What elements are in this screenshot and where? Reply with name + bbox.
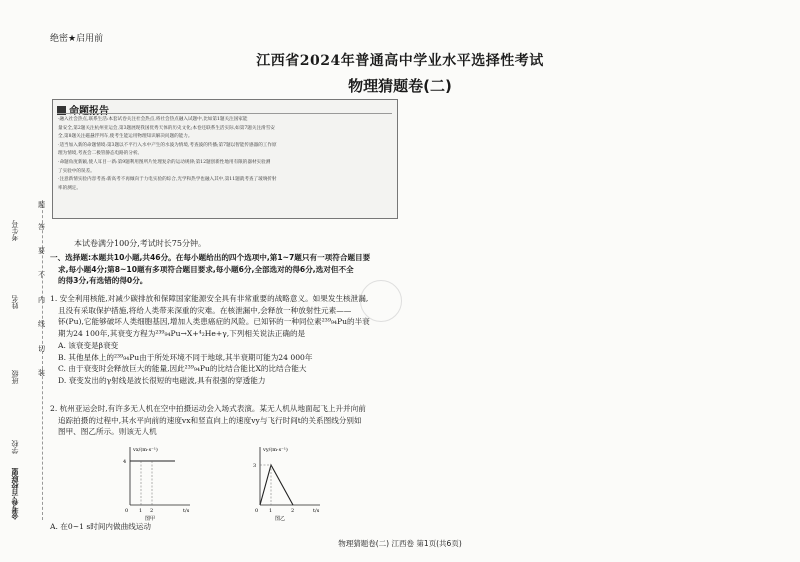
- seal-char: 内: [38, 296, 45, 304]
- report-line: 了实验中的误差。: [58, 168, 95, 174]
- q1-line: 钚(Pu),它能够破坏人类细胞基因,增加人类患癌症的风险。已知钚的一种同位素²³⁹₉₄Pu的半衰: [58, 317, 370, 327]
- report-line: ·适当加入新的命题情境:第3题以不平行入水中产生的水波为情境,考查波的传播;第7题以智能传感器的工作原: [58, 142, 277, 148]
- origin-label: 0: [125, 508, 129, 514]
- seal-char: 答: [38, 223, 45, 231]
- series-line: [260, 465, 293, 505]
- figure-yi: [245, 443, 325, 521]
- report-box: [52, 99, 398, 219]
- y-tick-label: 3: [253, 463, 257, 469]
- question-1: [50, 293, 398, 387]
- report-line: ·融入社会热点,联系生活:本套试卷关注社会热点,将社会热点融入试题中,比如第1题关注国家能: [58, 117, 248, 122]
- question-2: [50, 403, 398, 438]
- label-school: 学校: [11, 440, 19, 454]
- label-brand: 金考卷·百校联盟: [11, 468, 19, 520]
- q1-line: 期为24 100年,其衰变方程为²³⁹₉₄Pu→X+⁴₂He+γ,下列相关说法正确的是: [58, 329, 306, 339]
- binding-strip: [8, 200, 56, 530]
- label-name: 姓名: [11, 295, 19, 309]
- report-line: ·命题角度新颖,使人耳目一新:第9题利用图所片处理复杂的运动规律;第12题创新性地用有限的器材实验测: [58, 159, 271, 165]
- section-line: 一、选择题:本题共10小题,共46分。在每小题给出的四个选项中,第1~7题只有一项符合题目要: [50, 253, 371, 262]
- report-line: 理为情境,考查会二极管静态电路的分析。: [58, 151, 143, 157]
- y-axis-label: vx/(m·s⁻¹): [133, 447, 158, 453]
- x-tick-label: 1: [139, 508, 143, 514]
- seal-char: 装: [38, 369, 45, 377]
- figure-caption: 图甲: [145, 516, 156, 521]
- y-tick-label: 4: [123, 459, 127, 465]
- report-divider: [57, 113, 392, 114]
- exam-intro: 本试卷满分100分,考试时长75分钟。: [74, 239, 206, 248]
- q1-line: 1. 安全利用核能,对减少碳排放和保障国家能源安全具有非常重要的战略意义。如果发生核泄漏,: [50, 294, 369, 303]
- seal-char: 线: [38, 320, 45, 328]
- report-heading: [57, 102, 109, 117]
- y-axis-label: vy/(m·s⁻¹): [263, 447, 288, 453]
- q1-option: D. 衰变发出的γ射线是波长很短的电磁波,具有很强的穿透能力: [58, 375, 266, 385]
- report-line: 率的测定。: [58, 185, 81, 191]
- x-tick-label: 2: [150, 508, 154, 514]
- page-footer: 物理猜题卷(二) 江西卷 第1页(共6页): [338, 539, 462, 548]
- report-line: 量安全,第2题关注杭州亚运会,第3题展现我国优秀天体的历史文化;本卷还联系生活实际,如第7题关注滑雪安: [58, 125, 275, 131]
- x-axis-label: t/s: [183, 508, 190, 514]
- seal-char: 题: [38, 201, 45, 209]
- q1-option: B. 其他星体上的²³⁹₉₄Pu由于所处环境不同于地球,其半衰期可能为24 000年: [58, 352, 313, 362]
- figure-caption: 图乙: [275, 516, 286, 521]
- q2-line: 2. 杭州亚运会时,有许多无人机在空中拍摄运动会入场式表演。某无人机从地面起飞上升并向前: [50, 404, 366, 413]
- x-tick-label: 1: [269, 508, 273, 514]
- section-line: 求,每小题4分;第8~10题有多项符合题目要求,每小题6分,全部选对的得6分,选对但不全: [58, 264, 354, 274]
- seal-char: 切: [38, 345, 45, 353]
- origin-label: 0: [255, 508, 259, 514]
- report-line: 全,第8题关注磁悬浮列车,使考生能运用物理知识解决问题的能力。: [58, 134, 193, 140]
- secret-label: 绝密★启用前: [50, 34, 104, 44]
- q2-line: 追踪拍摄的过程中,其水平向前的速度vx和竖直向上的速度vy与飞行时间t的关系图线分别如: [58, 415, 362, 425]
- q1-option: A. 该衰变是β衰变: [58, 340, 119, 350]
- figure-jia: [115, 443, 195, 521]
- seal-char: 不: [38, 271, 45, 279]
- report-heading-text: 命题报告: [69, 106, 109, 117]
- q1-option: C. 由于衰变时会释放巨大的能量,因此²³⁹₉₄Pu的比结合能比X的比结合能大: [58, 364, 307, 374]
- report-line: ·注意新情实验内容考查:新高考不再倾向于力电实验的综合,光学和热学也融入其中,第11题就考查了玻璃折射: [58, 177, 277, 183]
- x-axis-label: t/s: [313, 508, 320, 514]
- exam-title: 江西省2024年普通高中学业水平选择性考试: [256, 53, 544, 69]
- q2-line: 图甲、图乙所示。则该无人机: [58, 427, 157, 437]
- seal-char: 要: [38, 247, 45, 255]
- q2-option-a: A. 在0~1 s时间内做曲线运动: [50, 522, 151, 531]
- report-body: [58, 116, 393, 193]
- x-tick-label: 2: [291, 508, 295, 514]
- section-instructions: [50, 252, 398, 287]
- label-student-id: 考生号: [11, 220, 19, 241]
- label-class: 班级: [11, 370, 19, 384]
- section-line: 的得3分,有选错的得0分。: [58, 276, 148, 286]
- q1-line: 且没有采取保护措施,将给人类带来深重的灾难。在核泄漏中,会释放一种放射性元素——: [58, 305, 352, 315]
- exam-subtitle: 物理猜题卷(二): [348, 77, 452, 95]
